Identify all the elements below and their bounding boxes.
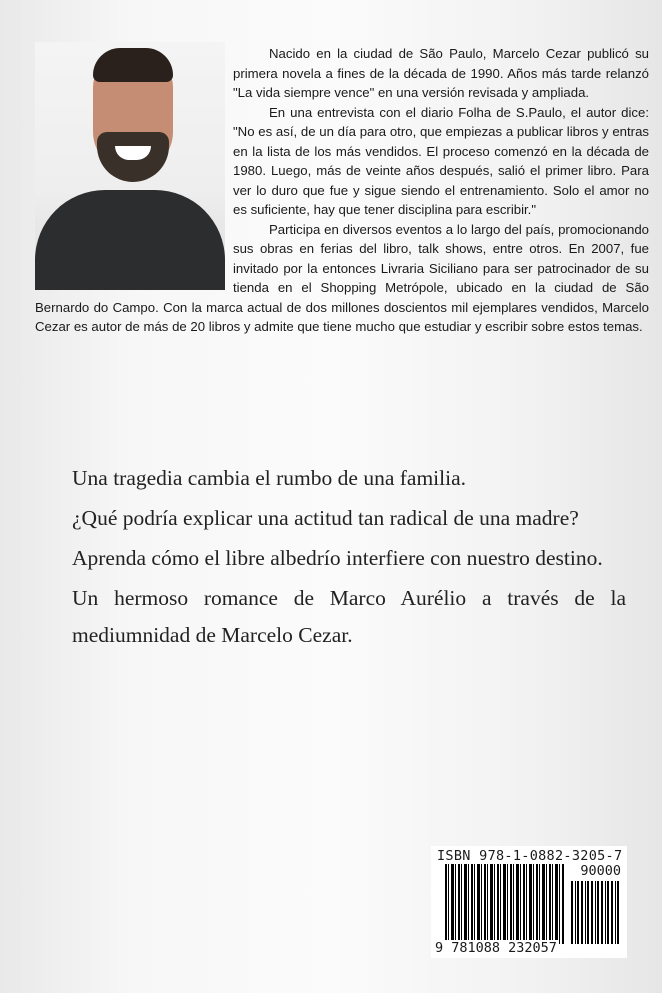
blurb-line: ¿Qué podría explicar una actitud tan radical de una madre?: [72, 506, 579, 530]
isbn-label: ISBN 978-1-0882-3205-7: [437, 848, 623, 864]
isbn-barcode: [431, 846, 627, 958]
price-addon: 90000: [580, 863, 621, 879]
addon-bars: [571, 881, 621, 944]
bio-paragraph: Nacido en la ciudad de São Paulo, Marcelo Cezar publicó su primera novela a fines de la década de 1990. Años más tarde relanzó "La vida siempre vence" en una versión revisada y ampliada.: [233, 46, 649, 100]
bio-paragraph: En una entrevista con el diario Folha de S.Paulo, el autor dice: "No es así, de un día para otro, que empiezas a publicar libros y entras en la lista de los más vendidos. El proceso comenzó en la década de 1980. Luego, más de veinte años después, salió el primer libro. Para ver lo duro que fue y sigue siendo el entrenamiento. Solo el amor no es suficiente, hay que tener disciplina para escribir.": [233, 104, 649, 217]
author-photo: [35, 42, 225, 290]
blurb-line: Aprenda cómo el libre albedrío interfiere con nuestro destino.: [72, 546, 603, 570]
blurb-line: Una tragedia cambia el rumbo de una familia.: [72, 466, 467, 490]
bio-paragraph: Participa en diversos eventos a lo largo del país, promocionando sus obras en ferias del libro, talk shows, entre otros. En 2007, fue invitado por la entonces Livraria Siciliano para ser patrocinador de su tienda en el Shopping Metrópole, ubicado en la ciudad de São Bernardo do Campo. Con la marca actual de dos millones doscientos mil ejemplares vendidos, Marcelo Cezar es autor de más de 20 libros y admite que tiene mucho que estudiar y escribir sobre estos temas.: [35, 221, 649, 334]
barcode-bars: [445, 864, 565, 944]
barcode-digits: 9 781088 232057: [435, 940, 557, 956]
blurb-line: Un hermoso romance de Marco Aurélio a través de la mediumnidad de Marcelo Cezar.: [72, 586, 626, 647]
author-bio: [35, 44, 649, 337]
book-blurb: [72, 460, 626, 657]
